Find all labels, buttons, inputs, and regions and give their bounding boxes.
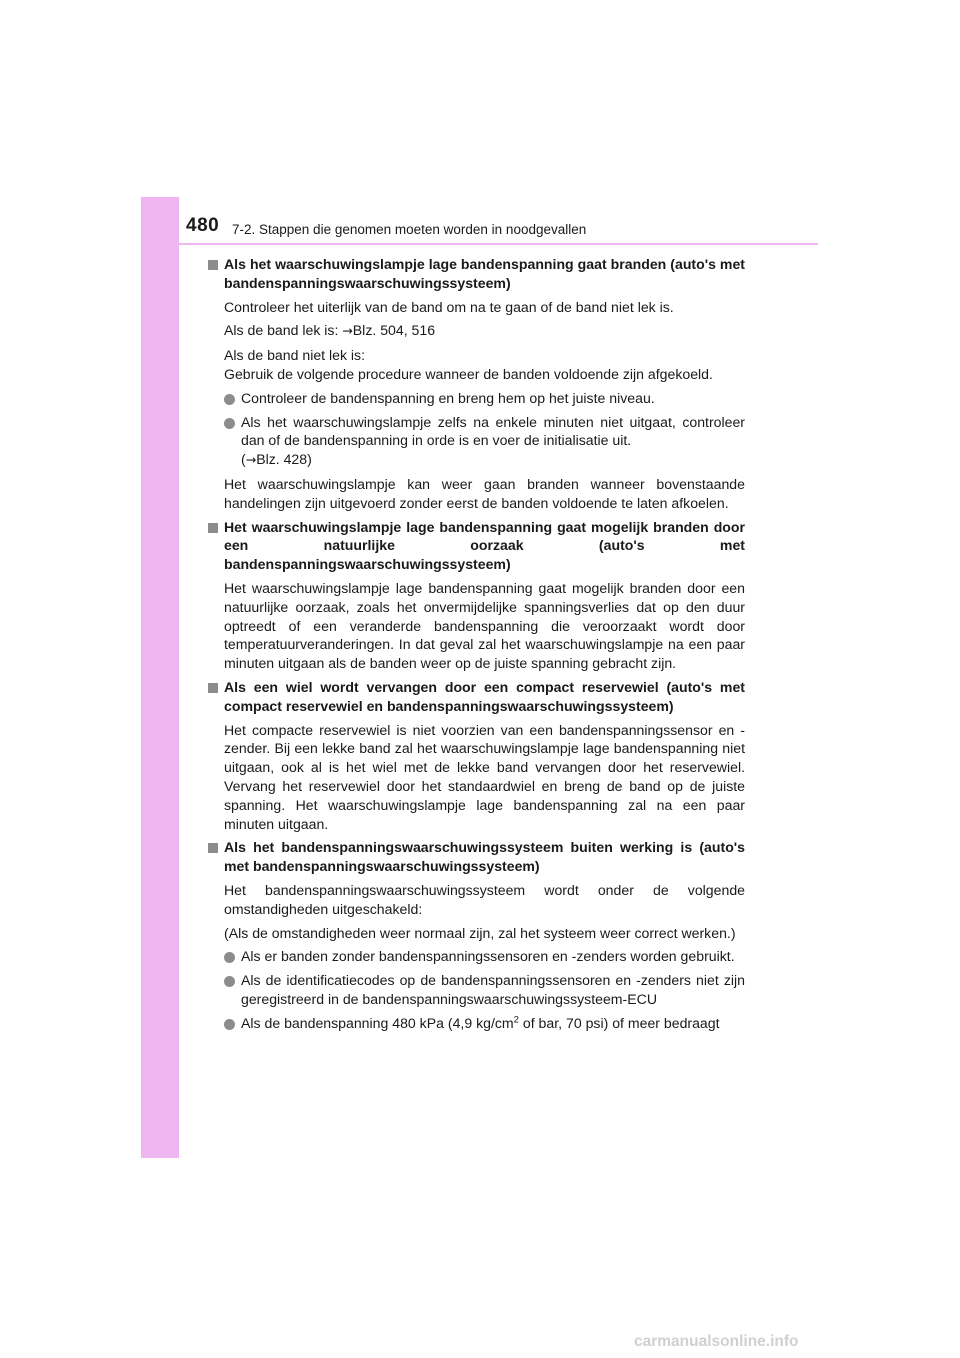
paragraph: Het waarschuwingslampje kan weer gaan branden wanneer bovenstaande handelingen zijn uitgevoerd zonder eerst de banden voldoende te laten afkoelen.: [224, 475, 745, 511]
paragraph: (Als de omstandigheden weer normaal zijn, zal het systeem weer correct werken.): [224, 924, 736, 941]
section-system-inactive: [207, 838, 745, 1032]
paragraph: Het bandenspanningswaarschuwingssysteem wordt onder de volgende omstandigheden uitgeschakeld:: [224, 881, 745, 917]
section-heading: Als een wiel wordt vervangen door een compact reservewiel (auto's met compact reservewiel en bandenspanningswaarschuwingssysteem): [224, 678, 745, 714]
list-item-text: of bar, 70 psi) of meer bedraagt: [518, 1014, 720, 1031]
list-item: [224, 947, 745, 966]
section-natural-cause: [207, 518, 745, 673]
circle-bullet-icon: [224, 976, 235, 987]
arrow-right-icon: →: [245, 452, 257, 468]
square-marker-icon: [208, 843, 218, 853]
section-heading: Het waarschuwingslampje lage bandenspanning gaat mogelijk branden door een natuurlijke oorzaak (auto's met bandenspanningswaarschuwingssysteem): [224, 518, 745, 573]
list-item-text: Als het waarschuwingslampje zelfs na enkele minuten niet uitgaat, controleer dan of de bandenspanning in orde is en voer de initialisatie uit.: [241, 413, 745, 449]
section-compact-spare: [207, 678, 745, 833]
superscript: 2: [513, 1014, 519, 1025]
list-item-text: Als de bandenspanning 480 kPa (4,9 kg/cm: [241, 1014, 514, 1031]
paragraph-reference: [224, 321, 745, 341]
circle-bullet-icon: [224, 952, 235, 963]
header-rule: [141, 243, 818, 245]
page-number: 480: [186, 215, 220, 236]
list-item: [224, 413, 745, 470]
paragraph: Gebruik de volgende procedure wanneer de banden voldoende zijn afgekoeld.: [224, 365, 713, 382]
paragraph: Het compacte reservewiel is niet voorzien van een bandenspanningssensor en -zender. Bij een lekke band zal het waarschuwingslampje lage bandenspanning niet uitgaan, ook al is het wiel met de lekke band vervangen door het reservewiel. Vervang het reservewiel door het standaardwiel en breng de band op de juiste spanning. Het waarschuwingslampje lage bandenspanning zal na een paar minuten uitgaan.: [224, 721, 745, 832]
square-marker-icon: [208, 523, 218, 533]
list-item: [224, 389, 745, 408]
square-marker-icon: [208, 260, 218, 270]
side-tab-band: [141, 197, 179, 1158]
section-tpws-light-on: [207, 255, 745, 513]
list-item-text: Als er banden zonder bandenspanningssensoren en -zenders worden gebruikt.: [241, 948, 735, 965]
section-heading: Als het bandenspanningswaarschuwingssysteem buiten werking is (auto's met bandenspanningswaarschuwingssysteem): [224, 839, 745, 875]
circle-bullet-icon: [224, 394, 235, 405]
list-item: [224, 971, 745, 1009]
section-title: 7-2. Stappen die genomen moeten worden in noodgevallen: [232, 222, 587, 237]
paragraph: Als de band niet lek is:: [224, 347, 366, 364]
page-reference-link[interactable]: Blz. 504, 516: [352, 322, 436, 339]
section-heading: Als het waarschuwingslampje lage bandenspanning gaat branden (auto's met bandenspanningswaarschuwingssysteem): [224, 256, 745, 291]
page-content: [207, 255, 745, 1037]
page-reference-link[interactable]: Blz. 428): [256, 451, 312, 468]
circle-bullet-icon: [224, 418, 235, 429]
square-marker-icon: [208, 683, 218, 693]
list-item-text: Als de identificatiecodes op de bandenspanningssensoren en -zenders niet zijn geregistreerd in de bandenspanningswaarschuwingssysteem-ECU: [241, 972, 745, 1007]
reference-open: (: [241, 451, 246, 468]
paragraph: Het waarschuwingslampje lage bandenspanning gaat mogelijk branden door een natuurlijke oorzaak, zoals het onvermijdelijke spanningsverlies dat op den duur optreedt of een veranderde bandenspanning die veroorzaakt wordt door temperatuurveranderingen. In dat geval zal het waarschuwingslampje na een paar minuten uitgaan als de banden weer op de juiste spanning gebracht zijn.: [224, 579, 745, 672]
circle-bullet-icon: [224, 1019, 235, 1030]
list-item: [224, 1014, 745, 1033]
watermark: carmanualsonline.info: [634, 1333, 799, 1350]
list-item-text: Controleer de bandenspanning en breng hem op het juiste niveau.: [241, 389, 655, 406]
arrow-right-icon: →: [342, 323, 353, 339]
reference-prefix: Als de band lek is:: [224, 322, 343, 339]
paragraph: Controleer het uiterlijk van de band om na te gaan of de band niet lek is.: [224, 298, 674, 315]
